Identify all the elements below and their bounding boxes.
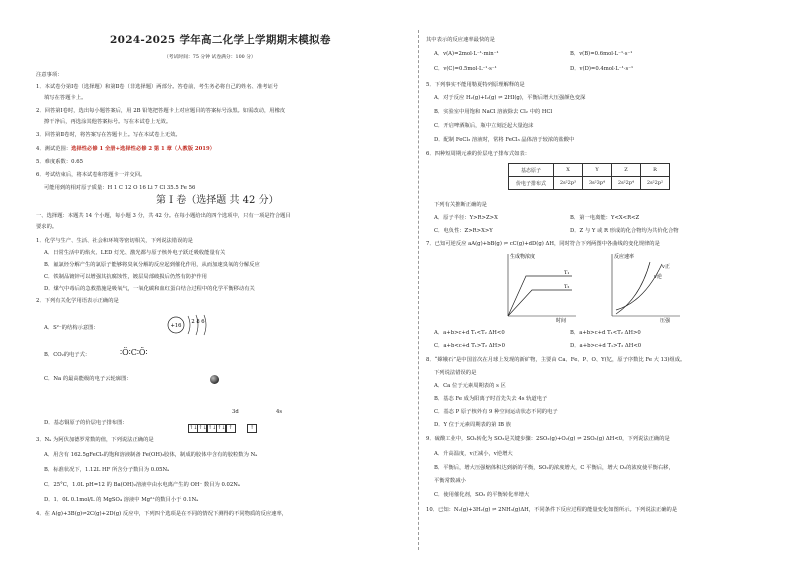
- q2-option-b: B．CO₂的电子式：: [44, 352, 91, 358]
- note-line: 填写在答题卡上。: [44, 95, 87, 101]
- q8-stem: 8．“嫦娥石”是中国首次在月球上发现的新矿物，主要由 Ca、Fe、P、O、Y(钇，原子序数比 Fe 大 13)组成。: [426, 357, 686, 363]
- q8-option-d: D．Y 位于元素周期表的第 IB 族: [434, 422, 512, 428]
- note-line: 3．回答第Ⅱ卷时，将答案写在答题卡上。写在本试卷上无效。: [36, 132, 181, 138]
- orbital-box: ↑↓: [189, 425, 198, 431]
- note-line: 1．本试卷分第Ⅰ卷（选择题）和第Ⅱ卷（非选择题）两部分。答卷前，考生务必将自己的姓名、准考证号: [36, 84, 279, 90]
- q2-option-a: A．S²⁻的结构示意图：: [44, 325, 99, 331]
- q3-option-b: B．标准状况下，1.12L HF 所含分子数目为 0.05Nₐ: [44, 467, 170, 473]
- notes-heading: 注意事项：: [36, 72, 63, 78]
- q2-option-d: D．基态铜原子的价层电子排布图：: [44, 420, 128, 426]
- q6-option-d: D．Z 与 Y 或 R 形成的化合物均为共价化合物: [570, 228, 679, 234]
- q7-option-d: D．a+b>c+d T₁>T₂ ΔH<0: [570, 343, 642, 349]
- q2-option-c: C．Na 的最高能级的电子云轮廓图：: [44, 376, 132, 382]
- orbital-box: ↑: [226, 424, 236, 433]
- nucleus-charge: +16: [170, 323, 182, 329]
- q8-option-a: A．Ca 位于元素周期表的 s 区: [434, 383, 506, 389]
- atomic-mass-line: 可能用到的相对原子质量：H 1 C 12 O 16 Li 7 Cl 35.5 Fe 56: [44, 185, 196, 191]
- orbital-box-diagram: [188, 418, 256, 437]
- exam-title: 2024-2025 学年高二化学上学期期末模拟卷: [110, 34, 331, 46]
- orbital-box: ↑↓: [217, 425, 226, 431]
- q4-option-b: B．v(B)=0.6mol·L⁻¹·s⁻¹: [570, 51, 633, 57]
- q5-option-c: C．开启啤酒瓶后，瓶中立刻泛起大量泡沫: [434, 123, 534, 129]
- q9-option-c: C．使用催化剂，SO₂ 的平衡转化率增大: [434, 492, 530, 498]
- q7-stem: 7．已知可逆反应 aA(g)+bB(g) ⇌ cC(g)+dD(g) ΔH，同时符合下列两图中各曲线的变化规律的是: [426, 241, 660, 247]
- shell-electrons: 2 8 6: [191, 319, 205, 325]
- q9-option-b: B．平衡后，增大压强缩体积达到新的平衡，SO₂的浓度增大，C 平衡后，增大 O₂的浓度使平衡右移，: [434, 465, 674, 471]
- graph2-ylabel: 反应速率: [614, 254, 635, 260]
- table-cell: R: [641, 164, 670, 177]
- q3-stem: 3．Nₐ 为阿伏加德罗常数的值，下列说法正确的是: [36, 437, 154, 443]
- q6-option-a: A．原子半径：Y>R>Z>X: [434, 215, 498, 221]
- q8-stem-cont: 下列说法错误的是: [434, 370, 477, 376]
- table-cell: Z: [612, 164, 641, 177]
- note-line: 5．难度系数：0.65: [36, 159, 83, 165]
- q7-option-b: B．a+b>c+d T₁<T₂ ΔH>0: [570, 330, 641, 336]
- q1-option-c: C．铁制品镀锌可以增强其抗腐蚀性，镀层局部破损后仍然有防护作用: [44, 274, 207, 280]
- orbital-box: ↑↓: [198, 425, 207, 431]
- table-cell: 2s²2p⁴: [612, 177, 641, 190]
- section-title: 第 I 卷（选择题 共 42 分）: [156, 195, 279, 206]
- section-intro: 要求的。: [36, 224, 58, 230]
- column-divider: [418, 30, 419, 550]
- q1-option-d: D．煤气中毒后的急救措施是吸氧气，一氧化碳和血红蛋白结合过程中的化学平衡移动有关: [44, 286, 255, 292]
- co2-electron-formula: ∶Ö∶C∶Ö∶: [120, 348, 148, 357]
- table-row: [509, 177, 670, 190]
- q1-option-b: B．氟氯烃分解产生的氯原子能够将臭氧分解的反应起到催化作用，从而加速臭氧的分解反应: [44, 262, 260, 268]
- scope-label: 4．测试范围：: [36, 146, 72, 152]
- graph2-vneg-label: v逆: [654, 274, 662, 280]
- q6-option-c: C．电负性：Z>R>X>Y: [434, 228, 493, 234]
- graph2-xlabel: 压强: [660, 318, 671, 324]
- graph1-xlabel: 时间: [556, 318, 567, 324]
- q1-option-a: A．日常生活中的焰火、LED 灯光、激光都与原子核外电子跃迁吸收能量有关: [44, 250, 226, 256]
- q9-stem: 9．硫酸工业中，SO₂转化为 SO₃是关键步骤：2SO₂(g)+O₂(g) ⇌ 2SO₃(g) ΔH<0，下列说法正确的是: [426, 436, 670, 442]
- orbital-box: ↑: [247, 424, 257, 433]
- q5-stem: 5．下列事实不能用勒夏特列原理解释的是: [426, 82, 525, 88]
- q2-stem: 2．下列有关化学用语表示正确的是: [36, 298, 119, 304]
- q7-option-a: A．a+b>c+d T₁<T₂ ΔH<0: [434, 330, 505, 336]
- note-line: 擦干净后，再选涂其他答案标号。写在本试卷上无效。: [44, 119, 172, 125]
- q5-option-a: A．对于反应 H₂(g)+I₂(g) ⇌ 2HI(g)，平衡后增大压强颜色变深: [434, 95, 586, 101]
- section-intro: 一、选择题：本题共 14 个小题，每小题 3 分，共 42 分。在每小题给出的四个选项中，只有一项是符合题目: [36, 213, 291, 219]
- q8-option-c: C．基态 P 原子核外有 9 种空间运动状态不同的电子: [434, 409, 558, 415]
- note-line: [36, 146, 215, 153]
- q5-option-d: D．配制 FeCl₃ 溶液时，常将 FeCl₃ 晶体溶于较浓的盐酸中: [434, 137, 575, 143]
- note-line: 6．考试结束后，将本试卷和答题卡一并交回。: [36, 172, 146, 178]
- label-3d: 3d: [232, 409, 239, 415]
- table-cell: 价电子排布式: [509, 177, 554, 190]
- table-row: [509, 164, 670, 177]
- q4-option-d: D．v(D)=0.4mol·L⁻¹·s⁻¹: [570, 66, 634, 72]
- sulfide-structure-diagram: [164, 312, 224, 338]
- q6-question: 下列有关推断正确的是: [434, 202, 487, 208]
- table-cell: Y: [583, 164, 612, 177]
- q6-option-b: B．第一电离能：Y<X<R<Z: [570, 215, 640, 221]
- q7-option-c: C．a+b<c+d T₁>T₂ ΔH>0: [434, 343, 505, 349]
- table-cell: 基态原子: [509, 164, 554, 177]
- graph1-ylabel: 生成物浓度: [510, 254, 536, 260]
- graph1-t1-label: T₁: [564, 270, 570, 276]
- q3-option-d: D．1．0L 0.1mol/L 的 MgSO₄ 溶液中 Mg²⁺的数目小于 0.1Nₐ: [44, 497, 199, 503]
- table-cell: 2s²2p³: [554, 177, 583, 190]
- table-cell: 2s²2p²: [641, 177, 670, 190]
- graph2-vpos-label: v正: [662, 264, 670, 270]
- orbital-box: ↑↓: [207, 425, 217, 431]
- electron-config-table: [508, 163, 670, 190]
- q3-option-c: C．25°C，1.0L pH=12 的 Ba(OH)₂溶液中由水电离产生的 OH⁻ 数目为 0.02Nₐ: [44, 482, 240, 488]
- graph1-t2-label: T₂: [564, 284, 570, 290]
- concentration-time-graph: [500, 250, 580, 324]
- q4-stem-cont: 其中表示的反应速率最快的是: [426, 37, 495, 43]
- label-4s: 4s: [276, 409, 283, 415]
- note-line: 2．回答第Ⅰ卷时，选出每小题答案后，用 2B 铅笔把答题卡上对应题目的答案标号涂黑。如需改动，用橡皮: [36, 108, 286, 114]
- q10-stem: 10．已知：N₂(g)+3H₂(g) ⇌ 2NH₃(g)ΔH，不同条件下反应过程的能量变化如图所示。下列说法正确的是: [426, 507, 678, 513]
- q4-option-a: A．v(A)=2mol·L⁻¹·min⁻¹: [434, 51, 499, 57]
- q9-option-a: A．升高温度，v正减小，v逆增大: [434, 451, 513, 457]
- q4-stem: 4．在 A(g)+3B(g)⇌2C(g)+2D(g) 反应中，下列四个选项是在不同的情况下测得的不同物质的反应速率，: [36, 511, 288, 517]
- q9-option-b-cont: 平衡常数减小: [434, 478, 466, 484]
- q3-option-a: A．用含有 162.5gFeCl₃的饱和溶液制备 Fe(OH)₃胶体，制成的胶体中含有的胶粒数为 Nₐ: [44, 452, 258, 458]
- exam-info: （考试时间：75 分钟 试卷满分：100 分）: [164, 55, 256, 60]
- q8-option-b: B．基态 Fe 成为阳离子时首先失去 4s 轨道电子: [434, 396, 548, 402]
- q6-stem: 6．四种短周期元素的价层电子排布式如表：: [426, 151, 531, 157]
- table-cell: X: [554, 164, 583, 177]
- table-cell: 3s²3p⁴: [583, 177, 612, 190]
- q5-option-b: B．实验室中用饱和 NaCl 溶液除去 Cl₂ 中的 HCl: [434, 109, 553, 115]
- scope-red-text: 选择性必修 1 全册+选择性必修 2 第 1 章（人教版 2019）: [71, 146, 215, 152]
- rate-pressure-graph: [604, 250, 684, 324]
- orbital-cloud-sphere: [210, 375, 219, 384]
- q1-stem: 1．化学与生产、生活、社会和环境等密切相关，下列说法错误的是: [36, 238, 193, 244]
- q4-option-c: C．v(C)=0.5mol·L⁻¹·s⁻¹: [434, 66, 497, 72]
